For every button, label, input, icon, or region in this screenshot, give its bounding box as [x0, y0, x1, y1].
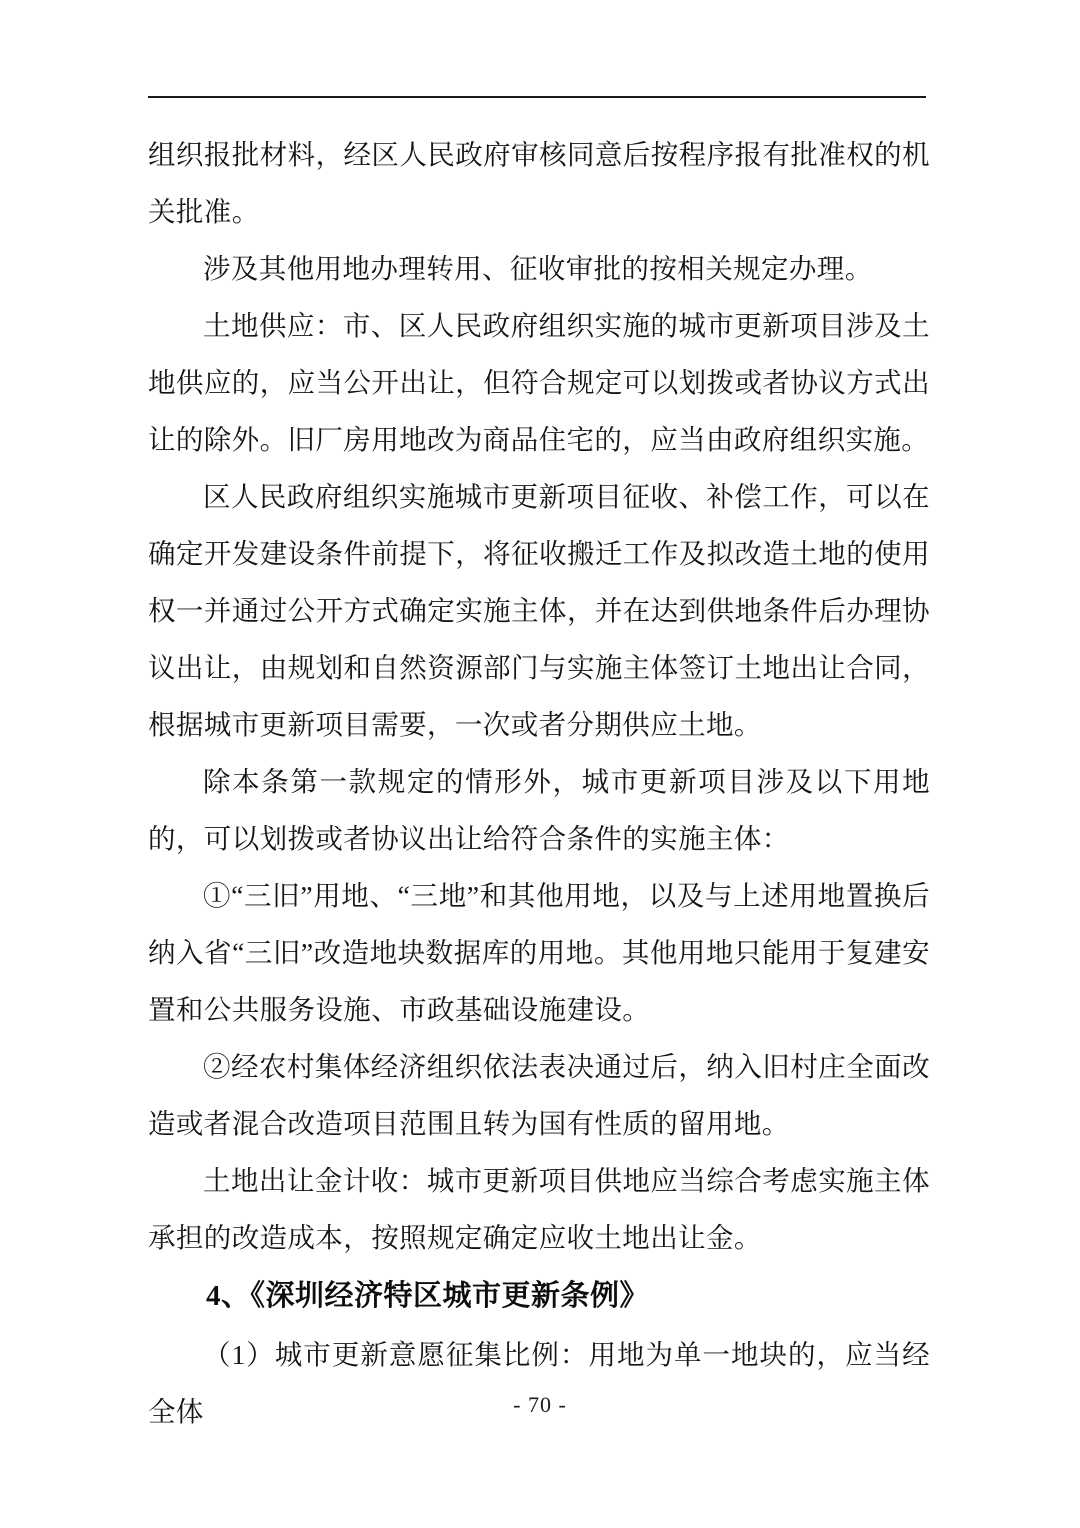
header-rule-divider	[148, 96, 926, 98]
paragraph-exception-clause: 除本条第一款规定的情形外，城市更新项目涉及以下用地的，可以划拨或者协议出让给符合条件的实施主体：	[148, 766, 930, 854]
page-body	[148, 126, 930, 1440]
page-number: - 70 -	[513, 1392, 567, 1417]
paragraph-land-supply: 土地供应：市、区人民政府组织实施的城市更新项目涉及土地供应的，应当公开出让，但符合规定可以划拨或者协议方式出让的除外。旧厂房用地改为商品住宅的，应当由政府组织实施。	[148, 310, 930, 455]
paragraph-district-government-expropriation: 区人民政府组织实施城市更新项目征收、补偿工作，可以在确定开发建设条件前提下，将征收搬迁工作及拟改造土地的使用权一并通过公开方式确定实施主体，并在达到供地条件后办理协议出让，由规划和自然资源部门与实施主体签订土地出让合同，根据城市更新项目需要，一次或者分期供应土地。	[148, 481, 930, 740]
paragraph-item-two: ②经农村集体经济组织依法表决通过后，纳入旧村庄全面改造或者混合改造项目范围且转为国有性质的留用地。	[148, 1051, 930, 1139]
paragraph-will-collection-ratio: （1）城市更新意愿征集比例：用地为单一地块的，应当经全体	[148, 1339, 930, 1427]
paragraph-item-one: ①“三旧”用地、“三地”和其他用地，以及与上述用地置换后纳入省“三旧”改造地块数据库的用地。其他用地只能用于复建安置和公共服务设施、市政基础设施建设。	[148, 880, 930, 1025]
paragraph-continued: 组织报批材料，经区人民政府审核同意后按程序报有批准权的机关批准。	[148, 139, 930, 227]
section-heading-shenzhen-regulation: 4、《深圳经济特区城市更新条例》	[206, 1280, 650, 1312]
paragraph-land-transfer-fee: 土地出让金计收：城市更新项目供地应当综合考虑实施主体承担的改造成本，按照规定确定应收土地出让金。	[148, 1165, 930, 1253]
paragraph-land-transfer-approval: 涉及其他用地办理转用、征收审批的按相关规定办理。	[203, 253, 873, 284]
